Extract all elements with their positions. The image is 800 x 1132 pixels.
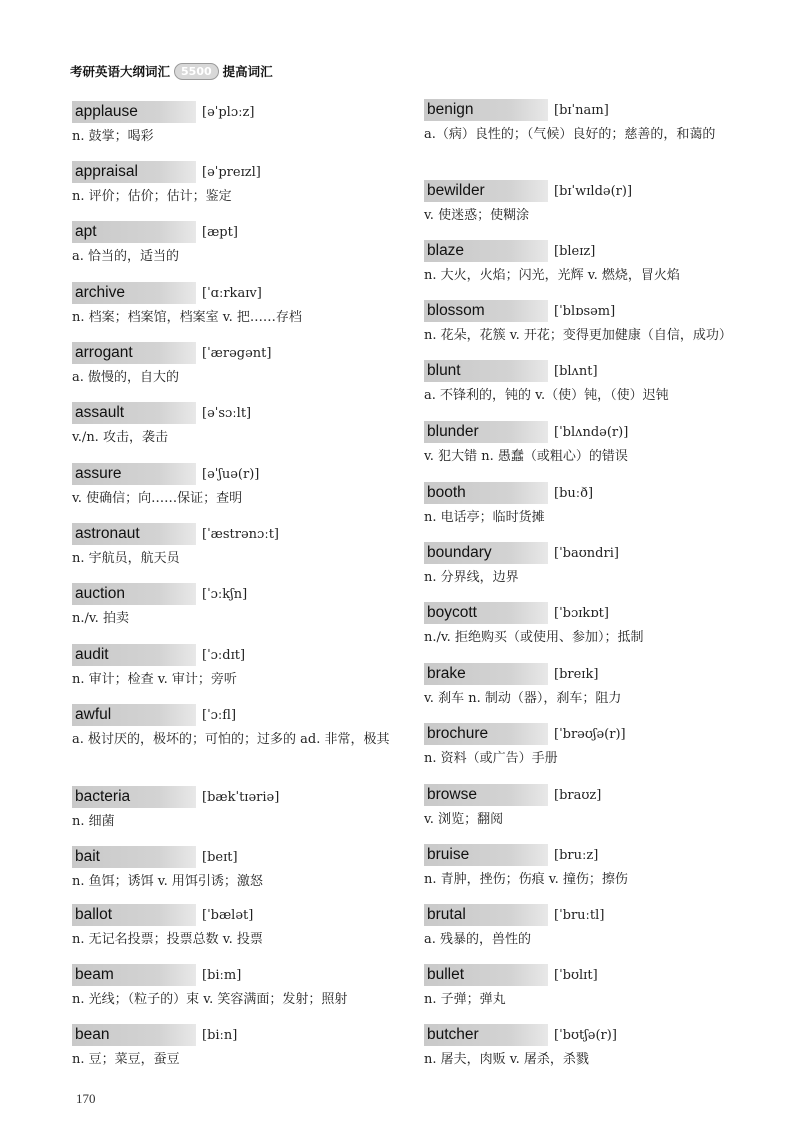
definition: a. 不锋利的，钝的 v.（使）钝，（使）迟钝 [424, 388, 669, 403]
definition: v. 使确信；向……保证；查明 [72, 491, 243, 506]
headword: assure [72, 463, 196, 485]
entry-headline [424, 722, 774, 746]
entry-headline [424, 481, 774, 505]
entry-headline [424, 963, 774, 987]
entry-headline [72, 281, 417, 305]
phonetic: [ˈɔːfl] [202, 707, 237, 723]
page-number: 170 [76, 1091, 96, 1106]
headword: browse [424, 784, 548, 806]
entry-headline [72, 462, 417, 486]
definition: v. 刹车 n. 制动（器），刹车；阻力 [424, 691, 622, 706]
phonetic: [ˈæstrənɔːt] [202, 526, 279, 542]
headword: brochure [424, 723, 548, 745]
headword: blossom [424, 300, 548, 322]
entry-headline [72, 643, 417, 667]
vocab-entry [72, 522, 417, 569]
entry-headline [72, 903, 417, 927]
headword: booth [424, 482, 548, 504]
entry-headline [424, 239, 774, 263]
header-badge: 5500 [174, 63, 219, 80]
definition: v. 浏览；翻阅 [424, 812, 504, 827]
headword: awful [72, 704, 196, 726]
definition: n. 大火，火焰；闪光，光辉 v. 燃烧，冒火焰 [424, 268, 680, 283]
phonetic: [ˈɔːkʃn] [202, 586, 248, 602]
definition: v. 使迷惑；使糊涂 [424, 208, 530, 223]
vocab-entry [72, 401, 417, 448]
phonetic: [ˈbrəʊʃə(r)] [554, 726, 626, 742]
entry-headline [424, 783, 774, 807]
vocab-entry [72, 100, 417, 147]
definition: v./n. 攻击，袭击 [72, 430, 168, 445]
phonetic: [bruːz] [554, 847, 599, 863]
entry-headline [72, 160, 417, 184]
vocab-entry [72, 582, 417, 629]
vocab-entry [424, 541, 774, 588]
entry-headline [72, 785, 417, 809]
entry-headline [72, 963, 417, 987]
vocab-entry [72, 903, 417, 950]
entry-headline [424, 179, 774, 203]
definition: n. 资料（或广告）手册 [424, 751, 558, 766]
phonetic: [əˈplɔːz] [202, 104, 255, 120]
entry-headline [424, 1023, 774, 1047]
definition: a. 残暴的，兽性的 [424, 932, 532, 947]
entry-headline [424, 662, 774, 686]
vocab-entry [424, 481, 774, 528]
vocab-entry [424, 239, 774, 286]
headword: audit [72, 644, 196, 666]
entry-headline [424, 601, 774, 625]
headword: blunder [424, 421, 548, 443]
headword: benign [424, 99, 548, 121]
definition: n. 鼓掌；喝彩 [72, 129, 154, 144]
phonetic: [ˈbʊtʃə(r)] [554, 1027, 617, 1043]
entry-headline [72, 703, 417, 727]
definition: n. 鱼饵；诱饵 v. 用饵引诱；激怒 [72, 874, 263, 889]
entry-headline [72, 401, 417, 425]
phonetic: [bɪˈwɪldə(r)] [554, 183, 633, 199]
entry-headline [424, 299, 774, 323]
header-subtitle: 提高词汇 [222, 64, 273, 79]
headword: bewilder [424, 180, 548, 202]
phonetic: [ˈærəgənt] [202, 345, 272, 361]
vocab-entry [72, 462, 417, 509]
phonetic: [ˈblʌndə(r)] [554, 424, 629, 440]
vocab-entry [424, 299, 774, 346]
vocab-entry [72, 963, 417, 1010]
vocab-entry [424, 179, 774, 226]
vocab-entry [424, 420, 774, 467]
headword: blunt [424, 360, 548, 382]
definition: n. 档案；档案馆，档案室 v. 把……存档 [72, 310, 302, 325]
headword: applause [72, 101, 196, 123]
headword: blaze [424, 240, 548, 262]
headword: brake [424, 663, 548, 685]
vocab-entry [72, 1023, 417, 1070]
headword: bean [72, 1024, 196, 1046]
definition: n. 细菌 [72, 814, 115, 829]
headword: brutal [424, 904, 548, 926]
phonetic: [ˈbɔɪkɒt] [554, 605, 609, 621]
vocab-entry [424, 359, 774, 406]
definition: a.（病）良性的；（气候）良好的；慈善的，和蔼的 [424, 127, 716, 142]
headword: arrogant [72, 342, 196, 364]
phonetic: [ˈbælət] [202, 907, 254, 923]
definition: n. 光线；（粒子的）束 v. 笑容满面；发射；照射 [72, 992, 348, 1007]
entry-headline [72, 845, 417, 869]
headword: boycott [424, 602, 548, 624]
entry-headline [424, 843, 774, 867]
definition: n. 豆；菜豆，蚕豆 [72, 1052, 180, 1067]
vocab-entry [72, 643, 417, 690]
headword: archive [72, 282, 196, 304]
phonetic: [biːn] [202, 1027, 238, 1043]
vocab-entry [424, 722, 774, 769]
headword: bacteria [72, 786, 196, 808]
headword: assault [72, 402, 196, 424]
phonetic: [bækˈtɪəriə] [202, 789, 280, 805]
phonetic: [ˈɔːdɪt] [202, 647, 246, 663]
definition: n./v. 拒绝购买（或使用、参加）；抵制 [424, 630, 644, 645]
definition: a. 恰当的，适当的 [72, 249, 180, 264]
headword: apt [72, 221, 196, 243]
definition: n. 花朵，花簇 v. 开花；变得更加健康（自信，成功） [424, 328, 732, 343]
headword: bullet [424, 964, 548, 986]
vocab-entry [424, 843, 774, 890]
phonetic: [æpt] [202, 224, 238, 240]
headword: beam [72, 964, 196, 986]
phonetic: [əˈʃuə(r)] [202, 466, 260, 482]
headword: bait [72, 846, 196, 868]
vocab-entry [424, 1023, 774, 1070]
phonetic: [ˈɑːrkaɪv] [202, 285, 262, 301]
phonetic: [əˈpreɪzl] [202, 164, 261, 180]
vocab-entry [72, 281, 417, 328]
phonetic: [breɪk] [554, 666, 599, 682]
phonetic: [ˈbruːtl] [554, 907, 605, 923]
definition: n./v. 拍卖 [72, 611, 129, 626]
phonetic: [ˈbʊlɪt] [554, 967, 598, 983]
headword: bruise [424, 844, 548, 866]
phonetic: [bleɪz] [554, 243, 596, 259]
headword: astronaut [72, 523, 196, 545]
vocab-entry [424, 98, 774, 145]
phonetic: [əˈsɔːlt] [202, 405, 252, 421]
headword: auction [72, 583, 196, 605]
phonetic: [ˈbaʊndri] [554, 545, 619, 561]
phonetic: [beɪt] [202, 849, 238, 865]
entry-headline [424, 541, 774, 565]
phonetic: [braʊz] [554, 787, 602, 803]
headword: butcher [424, 1024, 548, 1046]
phonetic: [bɪˈnaɪn] [554, 102, 609, 118]
headword: ballot [72, 904, 196, 926]
definition: n. 子弹；弹丸 [424, 992, 506, 1007]
entry-headline [424, 98, 774, 122]
entry-headline [72, 522, 417, 546]
entry-headline [72, 582, 417, 606]
definition: n. 审计；检查 v. 审计；旁听 [72, 672, 237, 687]
phonetic: [biːm] [202, 967, 242, 983]
vocab-entry [72, 703, 417, 750]
running-header [70, 62, 273, 80]
definition: n. 电话亭；临时货摊 [424, 510, 545, 525]
definition: a. 傲慢的，自大的 [72, 370, 180, 385]
vocab-entry [424, 662, 774, 709]
headword: boundary [424, 542, 548, 564]
entry-headline [72, 341, 417, 365]
definition: v. 犯大错 n. 愚蠢（或粗心）的错误 [424, 449, 628, 464]
vocab-entry [424, 963, 774, 1010]
entry-headline [424, 903, 774, 927]
definition: a. 极讨厌的，极坏的；可怕的；过多的 ad. 非常，极其 [72, 732, 390, 747]
phonetic: [buːð] [554, 485, 594, 501]
definition: n. 评价；估价；估计；鉴定 [72, 189, 232, 204]
vocab-entry [72, 160, 417, 207]
entry-headline [424, 359, 774, 383]
phonetic: [ˈblɒsəm] [554, 303, 616, 319]
vocab-entry [424, 783, 774, 830]
vocab-entry [424, 601, 774, 648]
headword: appraisal [72, 161, 196, 183]
phonetic: [blʌnt] [554, 363, 598, 379]
vocab-entry [72, 341, 417, 388]
definition: n. 屠夫，肉贩 v. 屠杀，杀戮 [424, 1052, 589, 1067]
entry-headline [72, 100, 417, 124]
header-title: 考研英语大纲词汇 [70, 64, 171, 79]
vocab-entry [424, 903, 774, 950]
vocab-entry [72, 785, 417, 832]
vocab-entry [72, 845, 417, 892]
entry-headline [72, 220, 417, 244]
entry-headline [424, 420, 774, 444]
definition: n. 无记名投票；投票总数 v. 投票 [72, 932, 263, 947]
vocab-entry [72, 220, 417, 267]
definition: n. 宇航员，航天员 [72, 551, 180, 566]
definition: n. 青肿，挫伤；伤痕 v. 撞伤；擦伤 [424, 872, 628, 887]
entry-headline [72, 1023, 417, 1047]
definition: n. 分界线，边界 [424, 570, 519, 585]
